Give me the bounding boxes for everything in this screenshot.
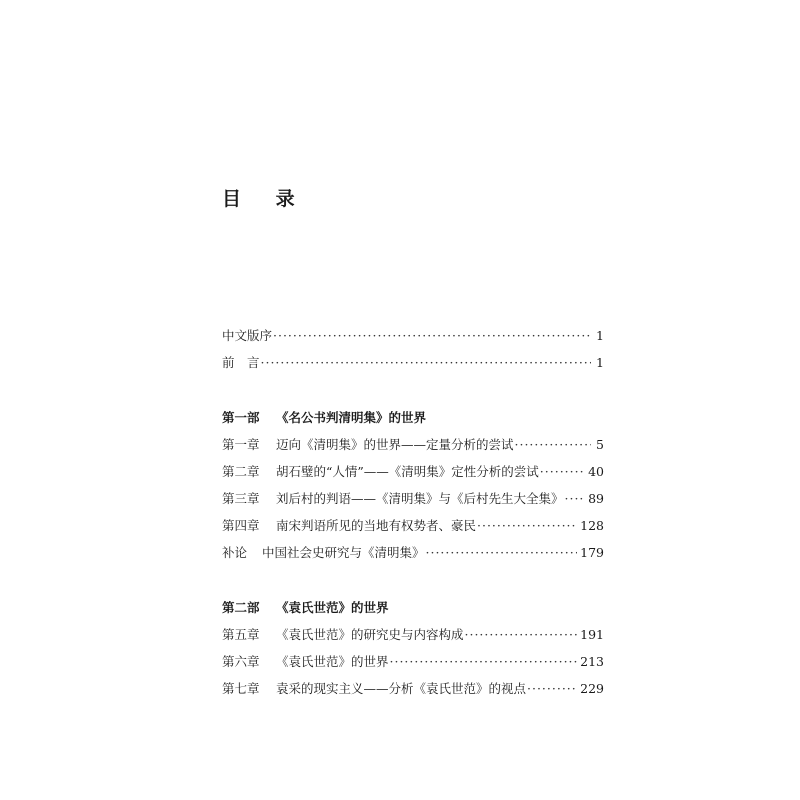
dot-leader [390, 648, 578, 675]
toc-entry-chapter-7[interactable] [222, 675, 604, 702]
chapter-label: 第五章 [222, 627, 260, 642]
chapter-label: 第六章 [222, 654, 260, 669]
table-of-contents [222, 322, 604, 702]
part-1 [222, 404, 604, 566]
toc-entry-chapter-6[interactable] [222, 648, 604, 675]
dot-leader [565, 485, 586, 512]
entry-title: 中文版序 [222, 328, 273, 343]
part-heading[interactable] [222, 404, 604, 431]
dot-leader [273, 322, 591, 349]
page-number: 213 [580, 654, 604, 669]
part-number: 第二部 [222, 600, 260, 615]
part-title: 《袁氏世范》的世界 [276, 600, 389, 615]
toc-entry-supplement[interactable] [222, 539, 604, 566]
page-number: 40 [588, 464, 604, 479]
toc-entry-chapter-1[interactable] [222, 431, 604, 458]
page-number: 179 [580, 545, 604, 560]
dot-leader [540, 458, 585, 485]
entry-title: 刘后村的判语——《清明集》与《后村先生大全集》 [276, 491, 564, 506]
dot-leader [527, 675, 577, 702]
chapter-label: 第二章 [222, 464, 260, 479]
dot-leader [426, 539, 578, 566]
page-number: 1 [596, 328, 604, 343]
chapter-label: 第一章 [222, 437, 260, 452]
page-number: 128 [580, 518, 604, 533]
chapter-label: 补论 [222, 545, 248, 560]
toc-entry-chapter-5[interactable] [222, 621, 604, 648]
dot-leader [477, 512, 577, 539]
page-number: 89 [588, 491, 604, 506]
page-number: 191 [580, 627, 604, 642]
toc-entry-chapter-2[interactable] [222, 458, 604, 485]
chapter-label: 第七章 [222, 681, 260, 696]
entry-title: 南宋判语所见的当地有权势者、豪民 [276, 518, 477, 533]
toc-entry-preface-chinese[interactable] [222, 322, 604, 349]
toc-entry-chapter-3[interactable] [222, 485, 604, 512]
part-2 [222, 594, 604, 702]
entry-title: 《袁氏世范》的世界 [276, 654, 389, 669]
entry-title: 中国社会史研究与《清明集》 [262, 545, 425, 560]
dot-leader [465, 621, 578, 648]
front-matter [222, 322, 604, 376]
entry-title: 胡石璧的“人情”——《清明集》定性分析的尝试 [276, 464, 539, 479]
entry-title: 袁采的现实主义——分析《袁氏世范》的视点 [276, 681, 527, 696]
chapter-label: 第四章 [222, 518, 260, 533]
toc-entry-chapter-4[interactable] [222, 512, 604, 539]
dot-leader [515, 431, 591, 458]
part-heading[interactable] [222, 594, 604, 621]
page-number: 229 [580, 681, 604, 696]
page-number: 5 [596, 437, 604, 452]
part-title: 《名公书判清明集》的世界 [276, 410, 427, 425]
dot-leader [261, 349, 591, 376]
entry-title: 前 言 [222, 355, 260, 370]
page-number: 1 [596, 355, 604, 370]
page-title: 目 录 [222, 188, 309, 210]
toc-entry-foreword[interactable] [222, 349, 604, 376]
entry-title: 迈向《清明集》的世界——定量分析的尝试 [276, 437, 514, 452]
chapter-label: 第三章 [222, 491, 260, 506]
entry-title: 《袁氏世范》的研究史与内容构成 [276, 627, 464, 642]
part-number: 第一部 [222, 410, 260, 425]
